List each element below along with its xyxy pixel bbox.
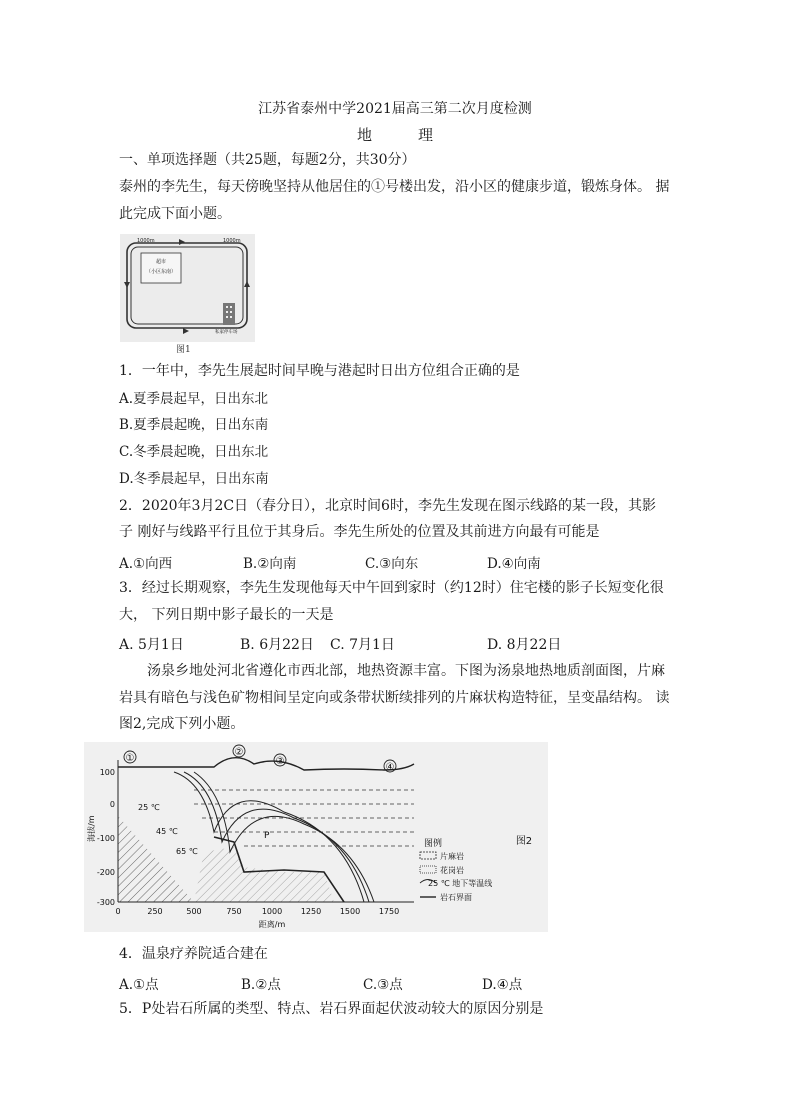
fig2-isotherm-45: 45 ℃ xyxy=(156,827,178,836)
fig2-caption: 图2 xyxy=(515,836,533,847)
q1-option-c: C.冬季晨起晚，日出东北 xyxy=(119,444,269,460)
q2-option-d: D.④向南 xyxy=(487,556,541,572)
exam-title: 江苏省泰州中学2021届高三第二次月度检测 xyxy=(258,101,532,117)
intro-line-2: 此完成下面小题。 xyxy=(119,206,231,222)
fig2-legend-interface: 岩石界面 xyxy=(440,893,472,902)
fig2-ytick-m200: -200 xyxy=(96,868,115,877)
fig1-distance-label-left: 1000m xyxy=(137,238,155,244)
q4-option-a: A.①点 xyxy=(119,977,159,993)
fig2-point-3: ③ xyxy=(275,756,285,767)
fig2-legend-gneiss: 片麻岩 xyxy=(440,852,464,861)
fig2-xtick-250: 250 xyxy=(147,907,163,916)
fig2-xtick-1750: 1750 xyxy=(378,907,400,916)
fig2-xlabel: 距离/m xyxy=(258,920,286,929)
figure-1-caption: 图1 xyxy=(176,345,191,355)
passage-line-3: 图2,完成下列小题。 xyxy=(119,716,245,732)
q4-option-d: D.④点 xyxy=(482,977,523,993)
passage-line-2: 岩具有暗色与浅色矿物相间呈定向或条带状断续排列的片麻状构造特征，呈变晶结构。 读 xyxy=(119,690,670,706)
fig2-xtick-750: 750 xyxy=(226,907,242,916)
fig2-legend-title: 图例 xyxy=(424,839,443,849)
q3-option-a: A. 5月1日 xyxy=(119,637,184,653)
fig2-isotherm-65: 65 ℃ xyxy=(176,847,198,856)
q3-option-d: D. 8月22日 xyxy=(487,637,562,653)
subject-char-right: 理 xyxy=(418,126,434,144)
fig2-ytick-0: 0 xyxy=(109,800,115,809)
figure-1-route-map xyxy=(119,233,256,343)
fig2-point-1: ① xyxy=(125,753,135,764)
fig2-point-2: ② xyxy=(234,747,244,758)
fig2-point-4: ④ xyxy=(385,762,395,773)
q1-option-a: A.夏季晨起早，日出东北 xyxy=(119,391,269,407)
fig2-isotherm-25: 25 ℃ xyxy=(138,803,160,812)
fig2-ytick-m100: -100 xyxy=(96,834,115,843)
q3-stem-line-1: 3．经过长期观察，李先生发现他每天中午回到家时（约12时）住宅楼的影子长短变化很 xyxy=(119,580,664,596)
q3-stem-line-2: 大， 下列日期中影子最长的一天是 xyxy=(119,607,334,623)
q5-stem: 5．P处岩石所属的类型、特点、岩石界面起伏波动较大的原因分别是 xyxy=(119,1001,544,1017)
q1-stem: 1．一年中，李先生展起时间早晚与港起时日出方位组合正确的是 xyxy=(119,363,520,379)
figure-2-geothermal-section xyxy=(84,742,548,932)
fig2-xtick-1250: 1250 xyxy=(300,907,322,916)
subject-heading xyxy=(0,124,790,145)
fig1-box-label-2: （小区东南） xyxy=(145,269,177,275)
fig2-xtick-0: 0 xyxy=(115,907,121,916)
fig2-xtick-1000: 1000 xyxy=(261,907,283,916)
q3-option-b: B. 6月22日 xyxy=(240,637,314,653)
q2-stem-line-1: 2．2020年3月2C日（春分日），北京时间6时，李先生发现在图示线路的某一段，其影 xyxy=(119,498,656,514)
fig2-legend-isotherm: 25 ℃ 地下等温线 xyxy=(428,879,493,888)
fig2-p-label: P xyxy=(264,831,270,841)
q4-stem: 4．温泉疗养院适合建在 xyxy=(119,946,268,962)
intro-line-1: 泰州的李先生，每天傍晚坚持从他居住的①号楼出发，沿小区的健康步道，锻炼身体。 据 xyxy=(119,179,670,195)
fig1-distance-label-right: 1000m xyxy=(223,238,241,244)
fig1-box-label-1: 超市 xyxy=(155,259,167,265)
fig1-parking-label: 私家停车场 xyxy=(215,330,238,335)
fig2-xtick-1500: 1500 xyxy=(339,907,361,916)
fig2-ytick-m300: -300 xyxy=(96,898,115,907)
fig2-legend-granite: 花岗岩 xyxy=(440,866,464,875)
passage-line-1: 汤泉乡地处河北省遵化市西北部，地热资源丰富。下图为汤泉地热地质剖面图，片麻 xyxy=(147,663,665,679)
q2-option-c: C.③向东 xyxy=(365,556,419,572)
section-heading: 一、单项选择题（共25题，每题2分，共30分） xyxy=(119,152,416,168)
fig2-xtick-500: 500 xyxy=(186,907,202,916)
q1-option-d: D.冬季晨起早，日出东南 xyxy=(119,471,269,487)
q2-stem-line-2: 子 刚好与线路平行且位于其身后。李先生所处的位置及其前进方向最有可能是 xyxy=(119,524,600,540)
fig2-ytick-100: 100 xyxy=(99,768,115,777)
q2-option-a: A.①向西 xyxy=(119,556,173,572)
subject-char-left: 地 xyxy=(356,126,372,144)
q2-option-b: B.②向南 xyxy=(243,556,297,572)
q3-option-c: C. 7月1日 xyxy=(330,637,395,653)
q4-option-c: C.③点 xyxy=(363,977,403,993)
q1-option-b: B.夏季晨起晚，日出东南 xyxy=(119,417,269,433)
fig2-ylabel: 海拔/m xyxy=(87,815,96,842)
q4-option-b: B.②点 xyxy=(241,977,281,993)
